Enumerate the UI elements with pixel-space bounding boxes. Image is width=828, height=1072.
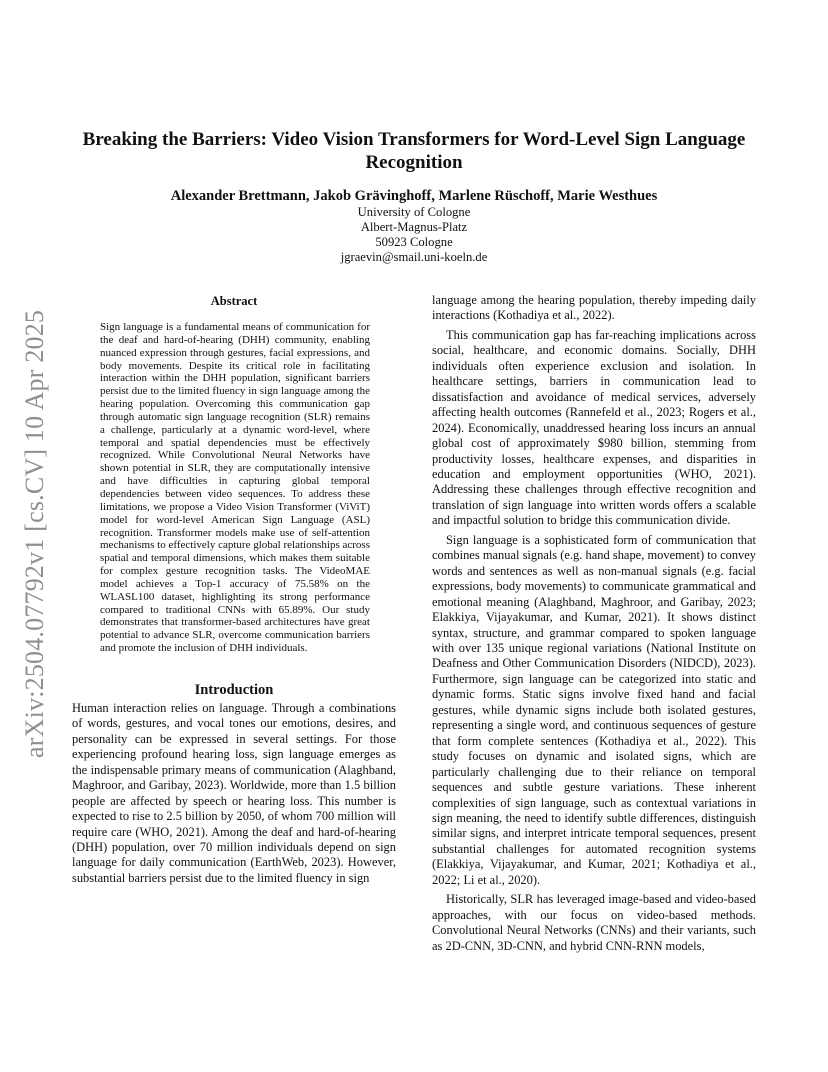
- intro-paragraph: Human interaction relies on language. Through a combinations of words, gestures, and vocal tones our emotions, desires, and personality can be expressed in several settings. For those experiencing profound hearing loss, sign language emerges as the indispensable primary means of communication (Alaghband, Maghroor, and Garibay, 2023). Worldwide, more than 1.5 billion people are affected by speech or hearing loss. This number is expected to rise to 2.5 billion by 2050, of whom 700 million will require care (WHO, 2021). Among the deaf and hard-of-hearing (DHH) population, over 70 million individuals depend on sign language for daily communication (EarthWeb, 2023). However, substantial barriers persist due to the limited fluency in sign: [72, 700, 396, 885]
- introduction-heading: Introduction: [194, 681, 274, 698]
- right-column: [432, 293, 756, 954]
- intro-paragraph: Sign language is a sophisticated form of communication that combines manual signals (e.g. hand shape, movement) to convey words and sentences as well as non-manual signals (e.g. facial expressions, body movements) to communicate grammatical and emotional meaning (Alaghband, Maghroor, and Garibay, 2023; Elakkiya, Vijayakumar, and Kumar, 2021). It shows distinct syntax, structure, and grammar compared to spoken language with over 135 unique regional variations (National Institute on Deafness and Other Communication Disorders (NIDCD), 2023). Furthermore, sign language can be categorized into static and dynamic forms. Static signs involve fixed hand and facial gestures, while dynamic signs include both isolated gestures, representing a single word, and continuous sequences of gesture that form complete sentences (Kothadiya et al., 2022). This study focuses on dynamic and isolated signs, which are particularly challenging due to their reliance on temporal sequences and subtle gesture variations. These inherent complexities of sign language, such as contextual variations in sign meaning, the need to identify subtle differences, distinguish similar signs, and interpret intricate temporal sequences, present substantial challenges for automated recognition systems (Elakkiya, Vijayakumar, and Kumar, 2021; Kothadiya et al., 2022; Li et al., 2020).: [432, 532, 756, 887]
- arxiv-id: arXiv:2504.07792v1 [cs.CV] 10 Apr 2025: [20, 309, 49, 758]
- affiliation-line: 50923 Cologne: [375, 235, 453, 249]
- intro-paragraph: This communication gap has far-reaching implications across social, healthcare, and economic domains. Socially, DHH individuals often experience exclusion and isolation. In healthcare settings, barriers in communication lead to dissatisfaction and avoidance of medical services, adversely affecting health outcomes (Rannefeld et al., 2023; Rogers et al., 2024). Economically, unaddressed hearing loss incurs an annual global cost of approximately $980 billion, stemming from productivity losses, healthcare expenses, and disparities in education and employment opportunities (WHO, 2021). Addressing these challenges through effective recognition and translation of sign language into written words offers a scalable and impactful solution to bridge this communication divide.: [432, 327, 756, 528]
- affiliation-block: [60, 205, 768, 265]
- author-email: jgraevin@smail.uni-koeln.de: [340, 250, 488, 264]
- arxiv-identifier-stamp: [16, 298, 49, 758]
- affiliation-line: University of Cologne: [357, 205, 471, 219]
- paper-title: Breaking the Barriers: Video Vision Transformers for Word-Level Sign Language Recognition: [82, 129, 746, 173]
- intro-paragraph-continuation: language among the hearing population, thereby impeding daily interactions (Kothadiya et al., 2022).: [432, 293, 756, 323]
- author-list: Alexander Brettmann, Jakob Grävinghoff, Marlene Rüschoff, Marie Westhues: [170, 188, 658, 204]
- abstract-text: Sign language is a fundamental means of communication for the deaf and hard-of-hearing (DHH) community, enabling nuanced expression through gestures, facial expressions, and body movements. Despite its critical role in facilitating interaction within the DHH population, significant barriers persist due to the limited fluency in sign language among the hearing population. Overcoming this communication gap through automatic sign language recognition (SLR) remains a challenge, particularly at a dynamic word-level, where temporal and spatial dependencies must be effectively recognized. While Convolutional Neural Networks have shown potential in SLR, they are computationally intensive and have difficulties in capturing global temporal dependencies between video sequences. To address these limitations, we propose a Video Vision Transformer (ViViT) model for word-level American Sign Language (ASL) recognition. Transformer models make use of self-attention mechanisms to effectively capture global relationships across spatial and temporal dimensions, which makes them suitable for complex gesture recognition tasks. The VideoMAE model achieves a Top-1 accuracy of 75.58% on the WLASL100 dataset, highlighting its strong performance compared to traditional CNNs with 65.89%. Our study demonstrates that transformer-based architectures have great potential to advance SLR, overcome communication barriers and promote the inclusion of DHH individuals.: [100, 321, 370, 655]
- left-column: [72, 293, 396, 886]
- affiliation-line: Albert-Magnus-Platz: [360, 220, 468, 234]
- intro-paragraph: Historically, SLR has leveraged image-based and video-based approaches, with our focus on video-based methods. Convolutional Neural Networks (CNNs) and their variants, such as 2D-CNN, 3D-CNN, and hybrid CNN-RNN models,: [432, 892, 756, 953]
- abstract-heading: Abstract: [210, 294, 258, 308]
